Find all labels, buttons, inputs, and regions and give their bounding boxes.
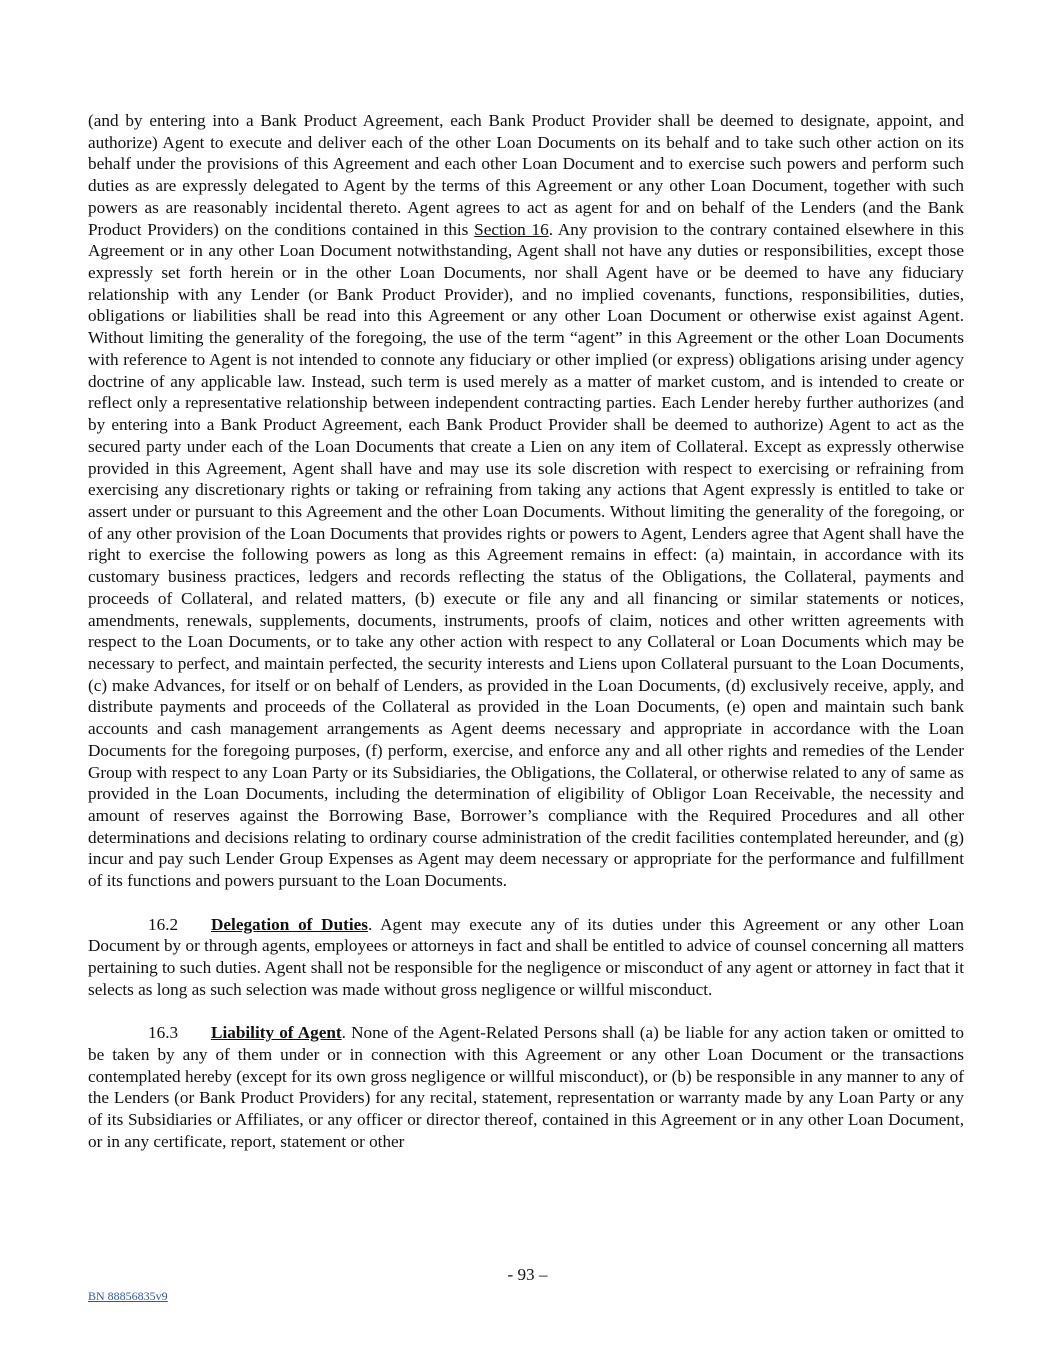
paragraph-text: (and by entering into a Bank Product Agreement, each Bank Product Provider shall be deemed to designate, appoint, and authorize) Agent to execute and deliver each of the other Loan Documents on its behalf and to take such other action on its behalf under the provisions of this Agreement and each other Loan Document and to exercise such powers and perform such duties as are expressly delegated to Agent by the terms of this Agreement or any other Loan Document, together with such powers as are reasonably incidental thereto. Agent agrees to act as agent for and on behalf of the Lenders (and the Bank Product Providers) on the conditions contained in this — [88, 111, 964, 239]
section-16-2 — [88, 914, 964, 1001]
section-16-3 — [88, 1022, 964, 1152]
section-16-reference: Section 16 — [474, 219, 549, 239]
section-body: . None of the Agent-Related Persons shall (a) be liable for any action taken or omitted to be taken by any of them under or in connection with this Agreement or any other Loan Document or the transactions contemplated hereby (except for its own gross negligence or willful misconduct), or (b) be responsible in any manner to any of the Lenders (or Bank Product Providers) for any recital, statement, representation or warranty made by any Loan Party or any of its Subsidiaries or Affiliates, or any officer or director thereof, contained in this Agreement or in any other Loan Document, or in any certificate, report, statement or other — [88, 1023, 964, 1151]
section-number: 16.3 — [148, 1023, 179, 1043]
paragraph-text: . Any provision to the contrary contained elsewhere in this Agreement or in any other Loan Document notwithstanding, Agent shall not have any duties or responsibilities, except those expressly set forth herein or in the other Loan Documents, nor shall Agent have or be deemed to have any fiduciary relationship with any Lender (or Bank Product Provider), and no implied covenants, functions, responsibilities, duties, obligations or liabilities shall be read into this Agreement or any other Loan Document or otherwise exist against Agent. Without limiting the generality of the foregoing, the use of the term “agent” in this Agreement or the other Loan Documents with reference to Agent is not intended to connote any fiduciary or other implied (or express) obligations arising under agency doctrine of any applicable law. Instead, such term is used merely as a matter of market custom, and is intended to create or reflect only a representative relationship between independent contracting parties. Each Lender hereby further authorizes (and by entering into a Bank Product Agreement, each Bank Product Provider shall be deemed to authorize) Agent to act as the secured party under each of the Loan Documents that create a Lien on any item of Collateral. Except as expressly otherwise provided in this Agreement, Agent shall have and may use its sole discretion with respect to exercising or refraining from exercising any discretionary rights or taking or refraining from taking any actions that Agent expressly is entitled to take or assert under or pursuant to this Agreement and the other Loan Documents. Without limiting the generality of the foregoing, or of any other provision of the Loan Documents that provides rights or powers to Agent, Lenders agree that Agent shall have the right to exercise the following powers as long as this Agreement remains in effect: (a) maintain, in accordance with its customary business practices, ledgers and records reflecting the status of the Obligations, the Collateral, payments and proceeds of Collateral, and related matters, (b) execute or file any and all financing or similar statements or notices, amendments, renewals, supplements, documents, instruments, proofs of claim, notices and other written agreements with respect to the Loan Documents, or to take any other action with respect to any Collateral or Loan Documents which may be necessary to perfect, and maintain perfected, the security interests and Liens upon Collateral pursuant to the Loan Documents, (c) make Advances, for itself or on behalf of Lenders, as provided in the Loan Documents, (d) exclusively receive, apply, and distribute payments and proceeds of the Collateral as provided in the Loan Documents, (e) open and maintain such bank accounts and cash management arrangements as Agent deems necessary and appropriate in accordance with the Loan Documents for the foregoing purposes, (f) perform, exercise, and enforce any and all other rights and remedies of the Lender Group with respect to any Loan Party or its Subsidiaries, the Obligations, the Collateral, or otherwise related to any of same as provided in the Loan Documents, including the determination of eligibility of Obligor Loan Receivable, the necessity and amount of reserves against the Borrowing Base, Borrower’s compliance with the Required Procedures and all other determinations and decisions relating to ordinary course administration of the credit facilities contemplated hereunder, and (g) incur and pay such Lender Group Expenses as Agent may deem necessary or appropriate for the performance and fulfillment of its functions and powers pursuant to the Loan Documents. — [88, 219, 964, 891]
document-body — [88, 110, 964, 1152]
section-number: 16.2 — [148, 914, 179, 934]
page-number: - 93 – — [507, 1265, 548, 1284]
paragraph-agent-appointment — [88, 110, 964, 892]
section-body: . Agent may execute any of its duties under this Agreement or any other Loan Document by or through agents, employees or attorneys in fact and shall be entitled to advice of counsel concerning all matters pertaining to such duties. Agent shall not be responsible for the negligence or misconduct of any agent or attorney in fact that it selects as long as such selection was made without gross negligence or willful misconduct. — [88, 914, 964, 999]
section-heading: Delegation of Duties — [211, 914, 368, 934]
document-id-link[interactable]: BN 88856835v9 — [88, 1289, 168, 1303]
section-heading: Liability of Agent — [211, 1023, 342, 1043]
